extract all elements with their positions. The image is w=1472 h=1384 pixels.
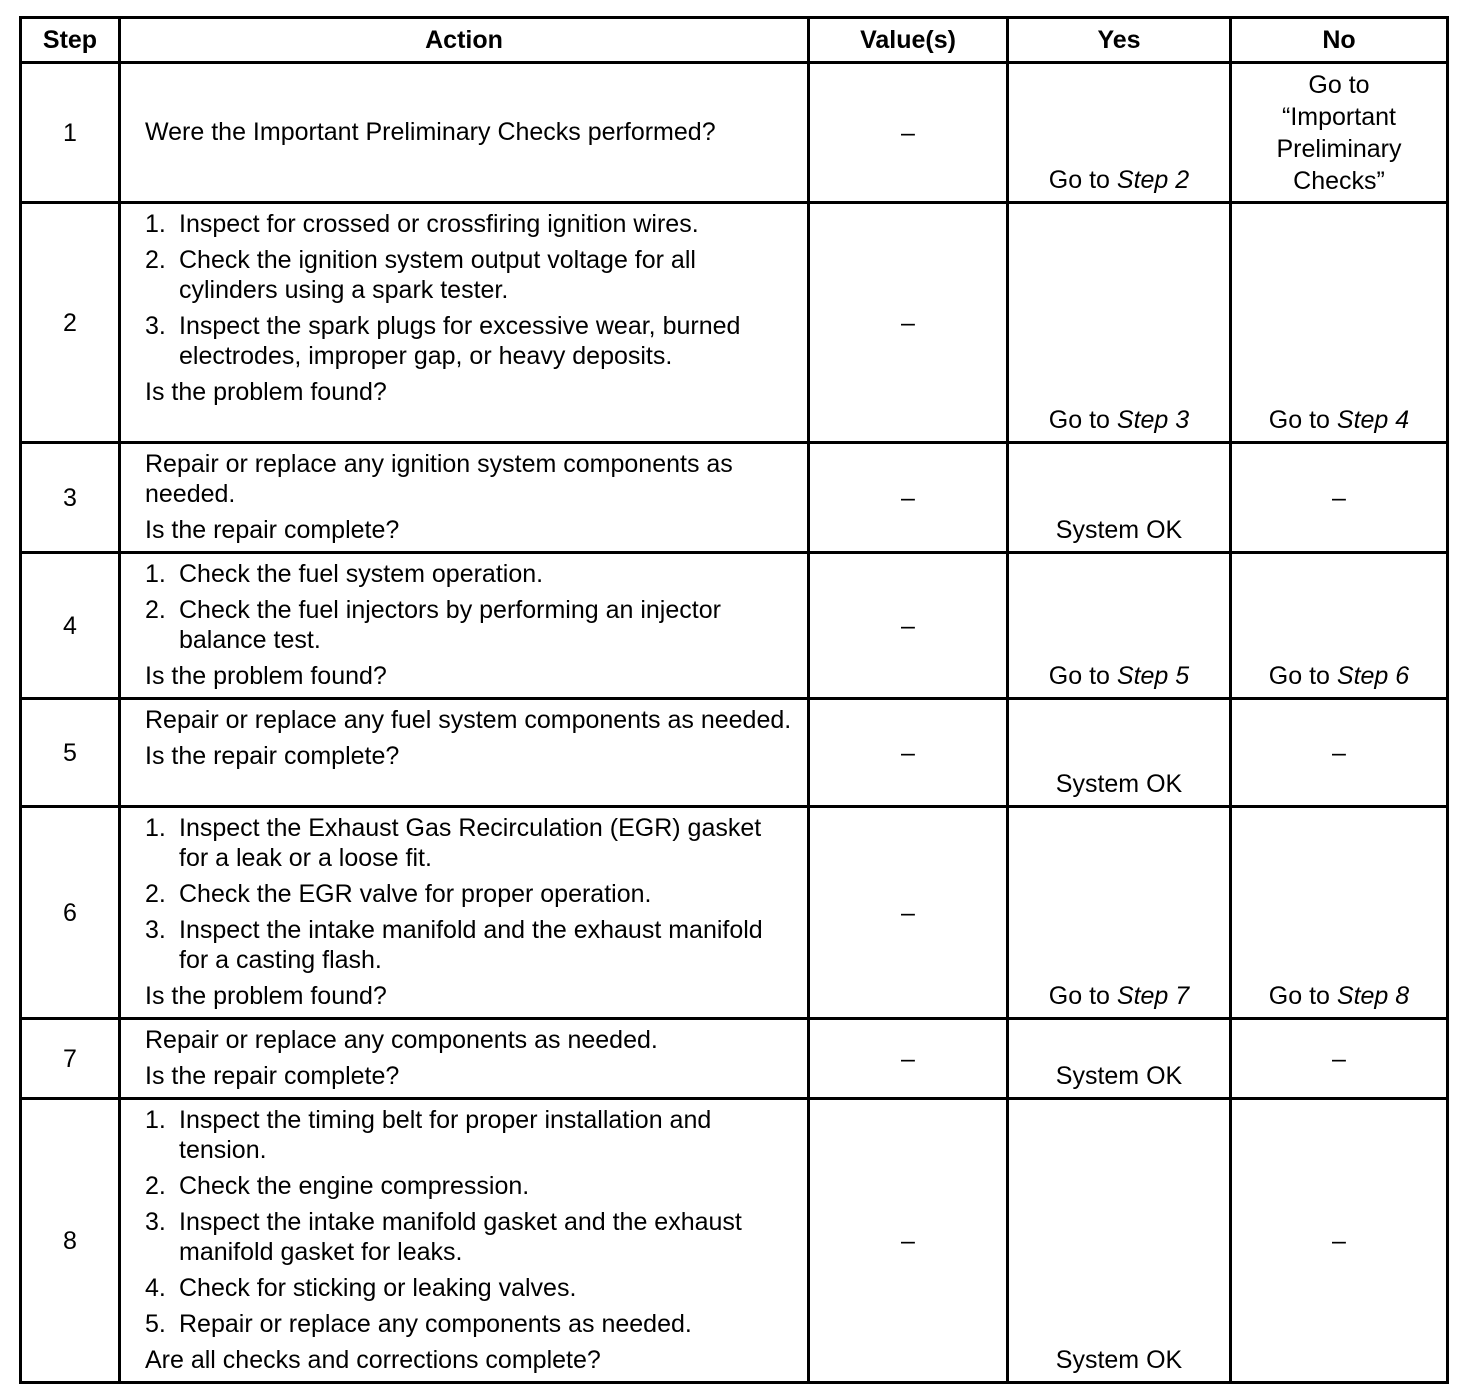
action-list xyxy=(145,209,797,371)
no-prefix: Go to xyxy=(1268,982,1330,1010)
item-number: 4. xyxy=(145,1274,166,1302)
value-cell: – xyxy=(809,807,1008,1019)
action-question: Is the problem found? xyxy=(145,982,387,1010)
item-text: Check the engine compression. xyxy=(179,1172,530,1200)
item-number: 3. xyxy=(145,312,166,340)
action-cell xyxy=(120,443,809,553)
table-row-step-1 xyxy=(21,63,1448,203)
action-question: Is the repair complete? xyxy=(145,1062,400,1090)
action-cell xyxy=(120,553,809,699)
step-number: 7 xyxy=(21,1019,120,1099)
action-cell xyxy=(120,807,809,1019)
item-text: Inspect the intake manifold and the exhaust manifold for a casting flash. xyxy=(179,916,763,974)
item-number: 1. xyxy=(145,1106,166,1134)
item-number: 1. xyxy=(145,210,166,238)
action-cell xyxy=(120,63,809,203)
yes-prefix: Go to xyxy=(1048,406,1110,434)
action-question: Were the Important Preliminary Checks performed? xyxy=(145,118,716,146)
table-row-step-6 xyxy=(21,807,1448,1019)
no-line: Checks” xyxy=(1293,166,1385,195)
list-item xyxy=(145,311,797,371)
no-cell xyxy=(1231,553,1448,699)
action-lead: Repair or replace any ignition system components as needed. xyxy=(145,450,733,508)
no-cell xyxy=(1231,63,1448,203)
item-number: 2. xyxy=(145,880,166,908)
item-number: 2. xyxy=(145,1172,166,1200)
list-item xyxy=(145,209,797,239)
item-number: 2. xyxy=(145,246,166,274)
action-list xyxy=(145,1105,797,1339)
item-text: Check the fuel injectors by performing an injector balance test. xyxy=(179,596,721,654)
action-question: Are all checks and corrections complete? xyxy=(145,1346,601,1374)
item-text: Inspect the Exhaust Gas Recirculation (EGR) gasket for a leak or a loose fit. xyxy=(179,814,762,872)
action-question: Is the problem found? xyxy=(145,662,387,690)
yes-prefix: Go to xyxy=(1048,662,1110,690)
list-item xyxy=(145,1273,797,1303)
yes-step-ref: Step 3 xyxy=(1116,406,1190,434)
action-question: Is the problem found? xyxy=(145,378,387,406)
yes-cell: System OK xyxy=(1008,1019,1231,1099)
table-row-step-7 xyxy=(21,1019,1448,1099)
item-text: Check the fuel system operation. xyxy=(179,560,544,588)
list-item xyxy=(145,1171,797,1201)
yes-cell: System OK xyxy=(1008,699,1231,807)
yes-prefix: Go to xyxy=(1048,166,1110,194)
step-number: 2 xyxy=(21,203,120,443)
no-step-ref: Step 4 xyxy=(1336,406,1410,434)
no-prefix: Go to xyxy=(1268,406,1330,434)
no-cell: – xyxy=(1231,1019,1448,1099)
action-cell xyxy=(120,203,809,443)
yes-prefix: Go to xyxy=(1048,982,1110,1010)
diagnostic-table xyxy=(19,16,1449,1384)
step-number: 8 xyxy=(21,1099,120,1383)
table-row-step-5 xyxy=(21,699,1448,807)
no-prefix: Go to xyxy=(1268,662,1330,690)
value-cell: – xyxy=(809,203,1008,443)
table-row-step-8 xyxy=(21,1099,1448,1383)
action-cell xyxy=(120,1019,809,1099)
header-values: Value(s) xyxy=(809,18,1008,63)
value-cell: – xyxy=(809,1019,1008,1099)
list-item xyxy=(145,595,797,655)
header-action: Action xyxy=(120,18,809,63)
item-text: Inspect the spark plugs for excessive wear, burned electrodes, improper gap, or heavy deposits. xyxy=(179,312,741,370)
no-cell: – xyxy=(1231,1099,1448,1383)
yes-cell: System OK xyxy=(1008,443,1231,553)
item-text: Check for sticking or leaking valves. xyxy=(179,1274,577,1302)
item-number: 1. xyxy=(145,814,166,842)
step-number: 4 xyxy=(21,553,120,699)
yes-step-ref: Step 5 xyxy=(1116,662,1190,690)
list-item xyxy=(145,559,797,589)
table-row-step-4 xyxy=(21,553,1448,699)
no-step-ref: Step 8 xyxy=(1336,982,1410,1010)
step-number: 5 xyxy=(21,699,120,807)
item-text: Inspect for crossed or crossfiring ignition wires. xyxy=(179,210,699,238)
item-text: Inspect the intake manifold gasket and the exhaust manifold gasket for leaks. xyxy=(179,1208,742,1266)
header-yes: Yes xyxy=(1008,18,1231,63)
no-step-ref: Step 6 xyxy=(1336,662,1410,690)
action-question: Is the repair complete? xyxy=(145,742,400,770)
action-question: Is the repair complete? xyxy=(145,516,400,544)
no-line: Preliminary xyxy=(1276,134,1402,163)
item-number: 5. xyxy=(145,1310,166,1338)
step-number: 1 xyxy=(21,63,120,203)
header-no: No xyxy=(1231,18,1448,63)
no-cell xyxy=(1231,807,1448,1019)
item-text: Inspect the timing belt for proper installation and tension. xyxy=(179,1106,712,1164)
no-cell: – xyxy=(1231,443,1448,553)
header-step: Step xyxy=(21,18,120,63)
item-number: 2. xyxy=(145,596,166,624)
item-text: Repair or replace any components as needed. xyxy=(179,1310,692,1338)
yes-step-ref: Step 2 xyxy=(1116,166,1190,194)
table-row-step-3 xyxy=(21,443,1448,553)
value-cell: – xyxy=(809,1099,1008,1383)
list-item xyxy=(145,1309,797,1339)
item-number: 3. xyxy=(145,916,166,944)
action-list xyxy=(145,559,797,655)
item-number: 1. xyxy=(145,560,166,588)
action-lead: Repair or replace any components as needed. xyxy=(145,1026,658,1054)
yes-cell xyxy=(1008,63,1231,203)
no-cell: – xyxy=(1231,699,1448,807)
table-row-step-2 xyxy=(21,203,1448,443)
action-lead: Repair or replace any fuel system components as needed. xyxy=(145,706,792,734)
value-cell: – xyxy=(809,443,1008,553)
yes-step-ref: Step 7 xyxy=(1116,982,1190,1010)
list-item xyxy=(145,915,797,975)
list-item xyxy=(145,813,797,873)
header-row xyxy=(21,18,1448,63)
no-line: Go to xyxy=(1308,70,1370,99)
yes-cell xyxy=(1008,553,1231,699)
value-cell: – xyxy=(809,553,1008,699)
no-cell xyxy=(1231,203,1448,443)
item-text: Check the ignition system output voltage for all cylinders using a spark tester. xyxy=(179,246,696,304)
yes-cell: System OK xyxy=(1008,1099,1231,1383)
value-cell: – xyxy=(809,699,1008,807)
list-item xyxy=(145,1105,797,1165)
list-item xyxy=(145,245,797,305)
step-number: 6 xyxy=(21,807,120,1019)
list-item xyxy=(145,1207,797,1267)
action-cell xyxy=(120,1099,809,1383)
item-text: Check the EGR valve for proper operation. xyxy=(179,880,652,908)
no-line: “Important xyxy=(1282,102,1396,131)
list-item xyxy=(145,879,797,909)
yes-cell xyxy=(1008,203,1231,443)
value-cell: – xyxy=(809,63,1008,203)
action-cell xyxy=(120,699,809,807)
item-number: 3. xyxy=(145,1208,166,1236)
action-list xyxy=(145,813,797,975)
step-number: 3 xyxy=(21,443,120,553)
yes-cell xyxy=(1008,807,1231,1019)
